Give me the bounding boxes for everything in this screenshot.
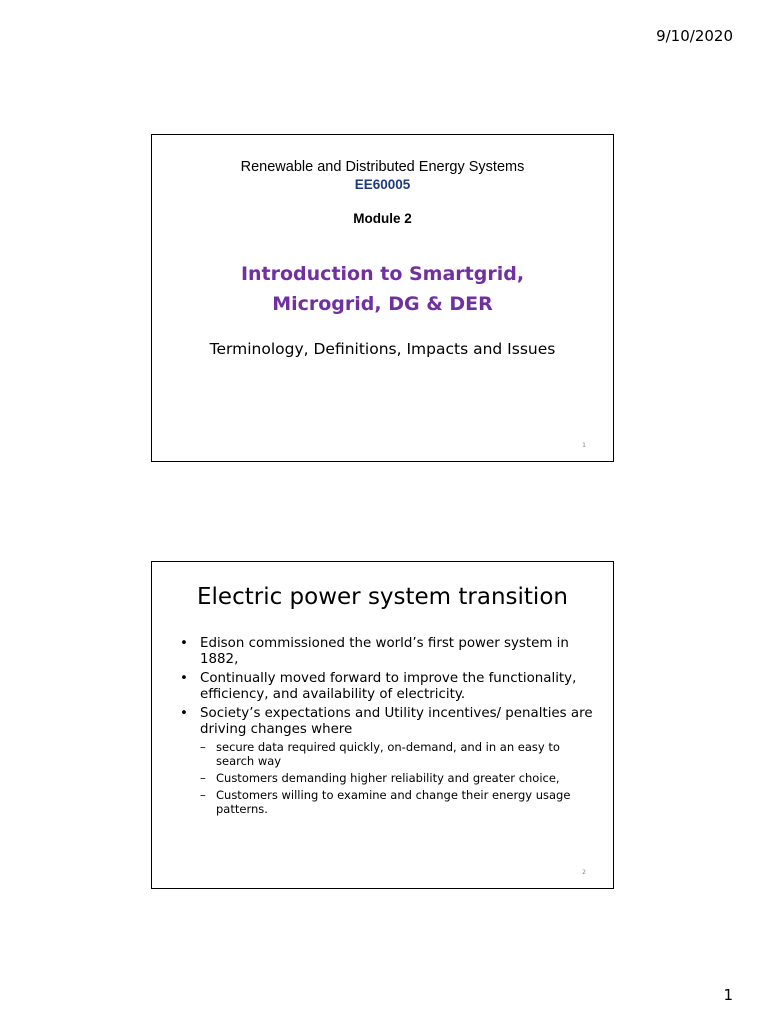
bullet-symbol: •: [180, 671, 188, 686]
course-name: Renewable and Distributed Energy Systems: [240, 159, 525, 175]
bullet-symbol: •: [180, 636, 188, 651]
slide-2: [151, 561, 614, 889]
sub-bullet-text: Customers demanding higher reliability and greater choice,: [216, 771, 560, 785]
sub-bullet-item: [200, 771, 593, 785]
slide-1-title-line-2: Microgrid, DG & DER: [272, 293, 493, 315]
slide-2-bullet-list: [180, 636, 593, 819]
slide-2-title: Electric power system transition: [197, 584, 568, 610]
sub-bullet-item: [200, 788, 593, 816]
bullet-item: [180, 671, 593, 703]
slide-2-number: 2: [582, 869, 586, 876]
slide-1: [151, 134, 614, 462]
module-label: Module 2: [353, 211, 412, 226]
bullet-text: Edison commissioned the world’s first power system in 1882,: [200, 636, 569, 667]
sub-bullet-list: [200, 740, 593, 816]
bullet-text: Society’s expectations and Utility incentives/ penalties are driving changes where: [200, 706, 593, 737]
dash-symbol: –: [200, 740, 206, 754]
bullet-item: [180, 636, 593, 668]
slide-1-title: [152, 259, 613, 319]
dash-symbol: –: [200, 771, 206, 785]
sub-bullet-text: Customers willing to examine and change their energy usage patterns.: [216, 788, 571, 816]
dash-symbol: –: [200, 788, 206, 802]
slide-1-subtitle: Terminology, Definitions, Impacts and Issues: [209, 340, 556, 358]
slide-1-number: 1: [582, 442, 586, 449]
sub-bullet-item: [200, 740, 593, 768]
bullet-item: [180, 706, 593, 816]
slide-1-title-line-1: Introduction to Smartgrid,: [240, 263, 525, 285]
course-code: EE60005: [354, 177, 411, 192]
bullet-text: Continually moved forward to improve the functionality, efficiency, and availability of electricity.: [200, 671, 577, 702]
page-date: 9/10/2020: [656, 27, 733, 45]
page-number: 1: [723, 986, 733, 1004]
sub-bullet-text: secure data required quickly, on-demand, and in an easy to search way: [216, 740, 560, 768]
bullet-symbol: •: [180, 706, 188, 721]
